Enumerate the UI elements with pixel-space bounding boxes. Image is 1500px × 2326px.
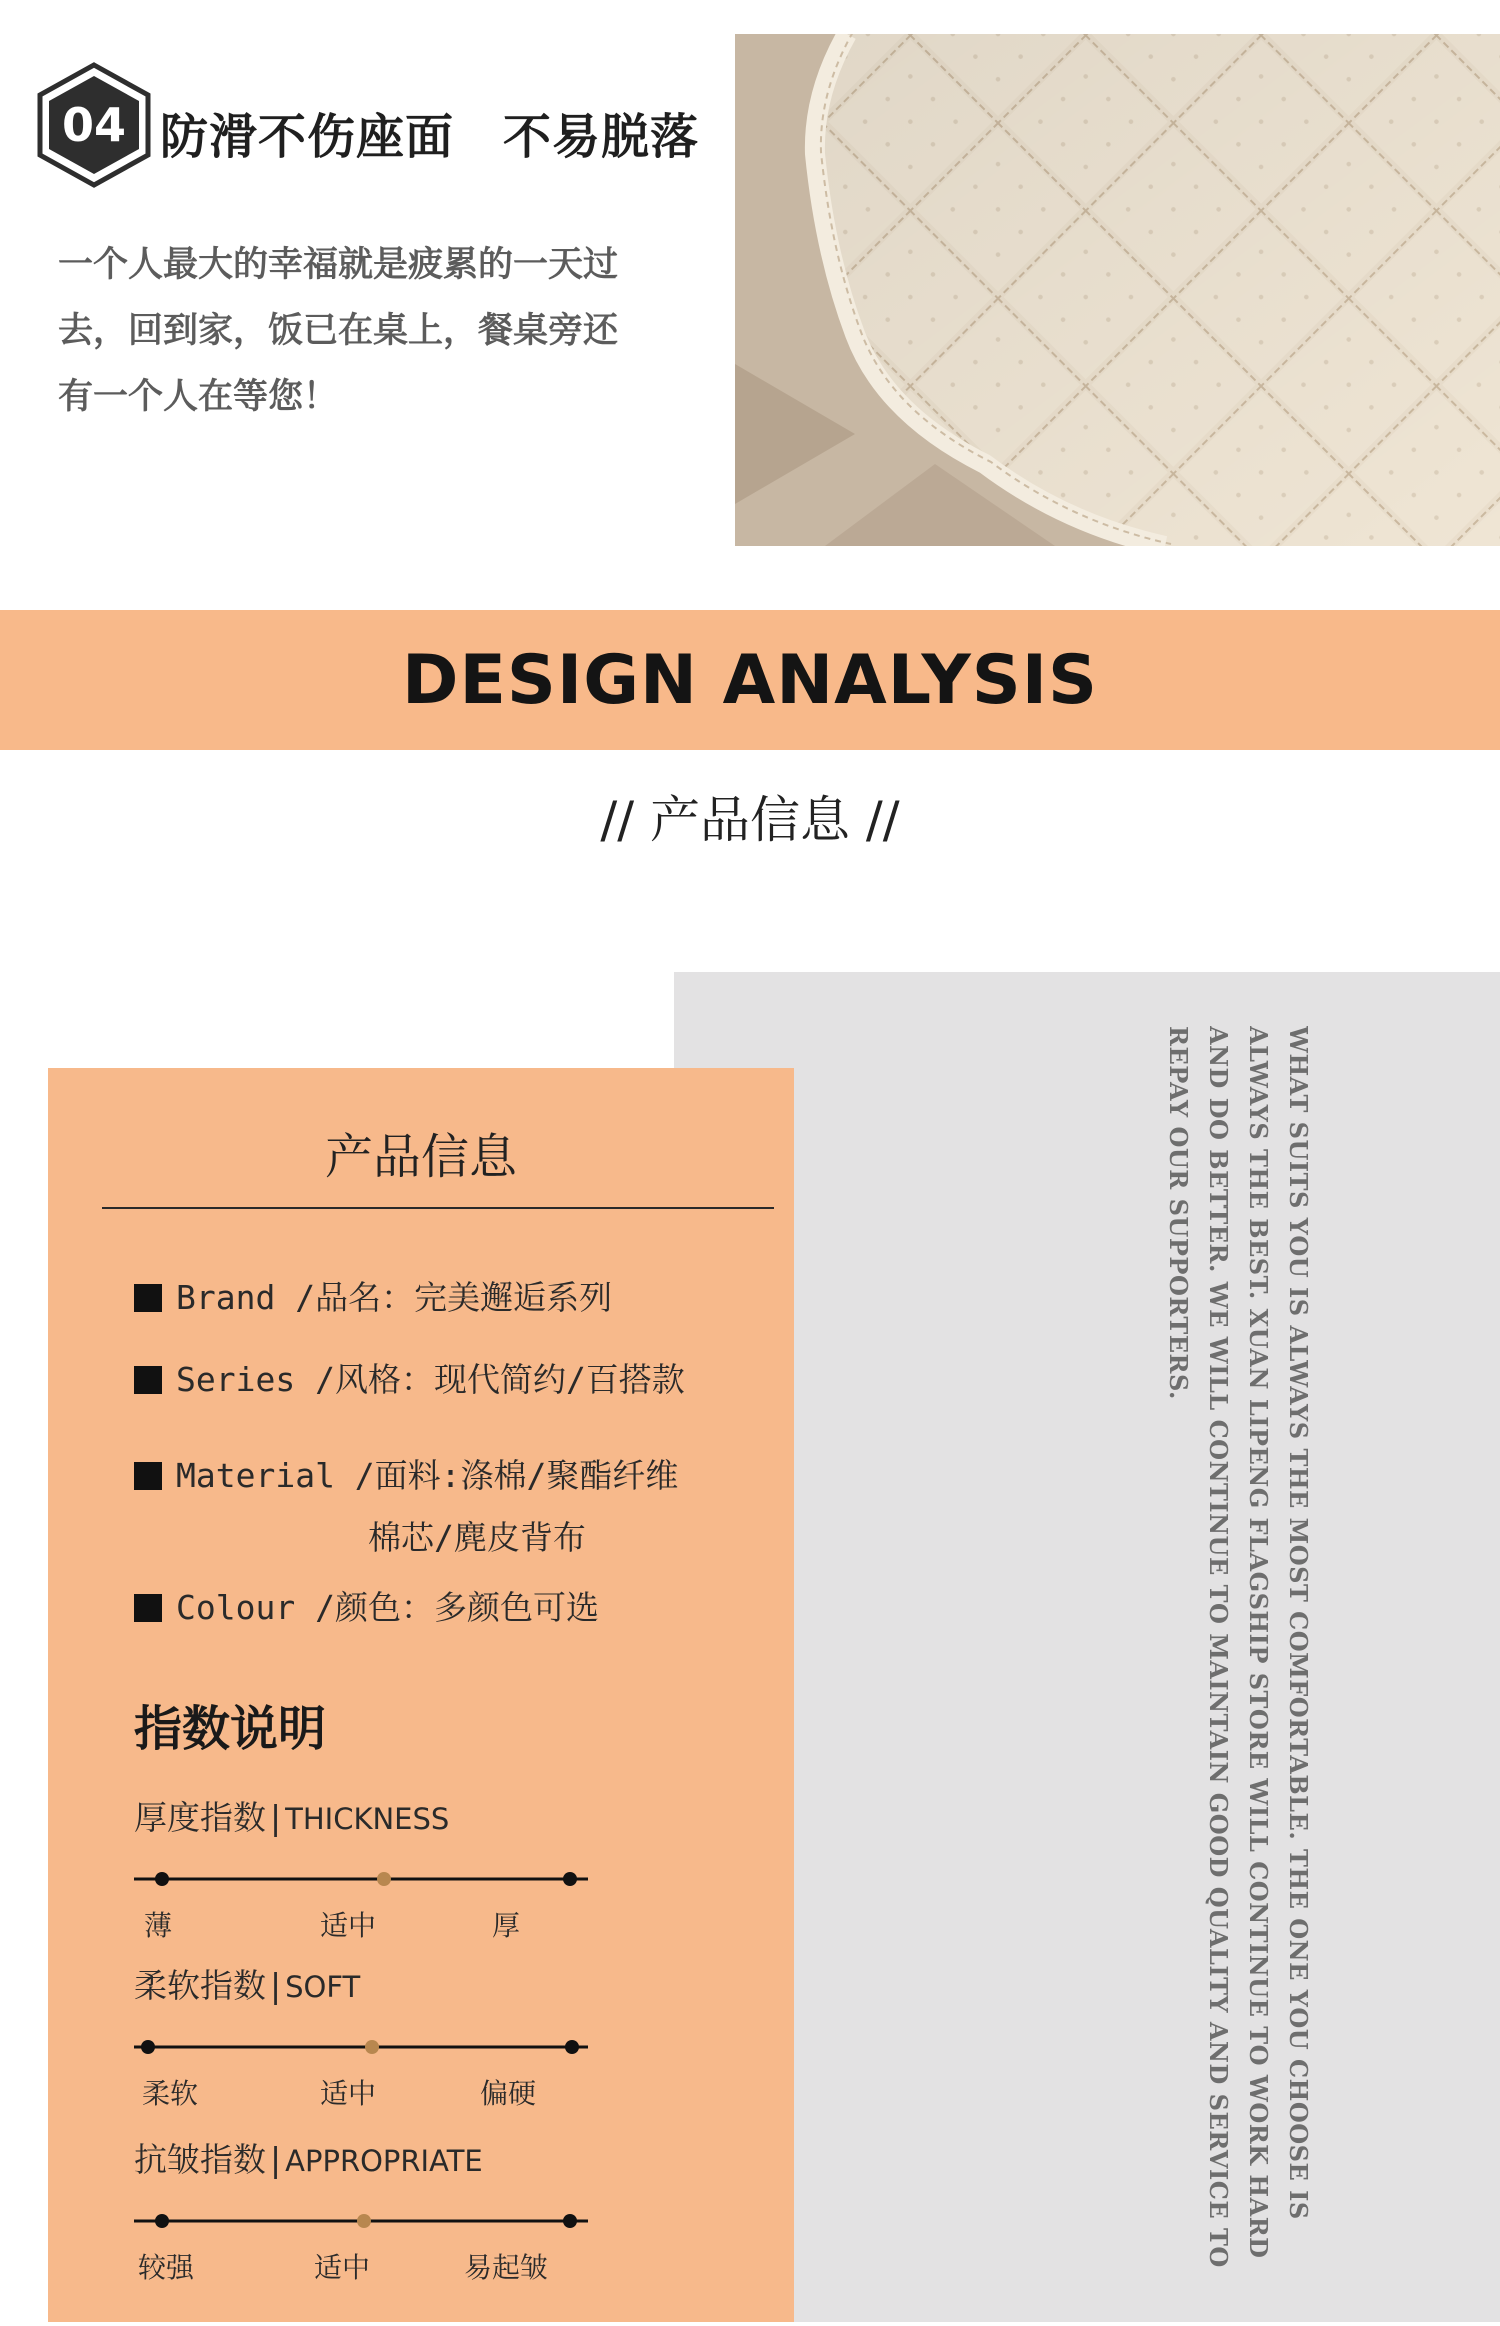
- scale-dot-selected: [377, 1872, 391, 1886]
- banner-title: DESIGN ANALYSIS: [402, 640, 1098, 720]
- scale-dot-selected: [365, 2040, 379, 2054]
- scale-dot-low: [141, 2040, 155, 2054]
- spec-material: [134, 1450, 678, 1497]
- thickness-scale-track: [48, 1864, 794, 1894]
- scale-label-high: 厚: [492, 1909, 521, 1942]
- thickness-scale-title: 厚度指数 | THICKNESS: [134, 1798, 450, 1837]
- wrinkle-scale-track: [48, 2206, 794, 2236]
- scale-dot-high: [565, 2040, 579, 2054]
- scale-title-en: THICKNESS: [285, 1802, 450, 1836]
- feature-title: 防滑不伤座面 不易脱落: [160, 109, 700, 165]
- square-bullet-icon: [134, 1284, 162, 1312]
- design-analysis-banner: [0, 610, 1500, 750]
- scale-label-low: 柔软: [142, 2077, 199, 2110]
- feature-description-line: 一个人最大的幸福就是疲累的一天过: [58, 244, 619, 285]
- spec-colour: [134, 1582, 599, 1629]
- square-bullet-icon: [134, 1594, 162, 1622]
- scale-title-en: APPROPRIATE: [285, 2144, 483, 2178]
- spec-text: Material /面料:涤棉/聚酯纤维: [176, 1456, 679, 1495]
- card-title: 产品信息: [324, 1129, 517, 1185]
- scale-label-low: 薄: [144, 1909, 173, 1942]
- spec-brand: [134, 1272, 612, 1319]
- scale-title-cn: 抗皱指数: [134, 2140, 266, 2179]
- scale-dot-high: [563, 1872, 577, 1886]
- spec-series: [134, 1354, 685, 1401]
- side-text-panel: [674, 972, 1500, 2322]
- index-heading: 指数说明: [134, 1701, 327, 1757]
- wrinkle-scale-title: 抗皱指数 | APPROPRIATE: [134, 2140, 483, 2179]
- vertical-slogan-text: WHAT SUITS YOU IS ALWAYS THE MOST COMFORTABLE. THE ONE YOU CHOOSE IS ALWAYS THE BEST. XUAN LIPENG FLAGSHIP STORE WILL CONTINUE TO WORK HARD AND DO BETTER. WE WILL CONTINUE TO MAINTAIN GOOD QUALITY AND SERVICE TO REPAY OUR SUPPORTERS.: [1164, 1026, 1313, 2268]
- square-bullet-icon: [134, 1366, 162, 1394]
- scale-label-mid: 适中: [320, 1909, 377, 1942]
- scale-title-cn: 厚度指数: [134, 1798, 266, 1837]
- spec-text: Colour /颜色：多颜色可选: [176, 1588, 599, 1627]
- feature-number: 04: [61, 98, 126, 152]
- scale-label-mid: 适中: [314, 2251, 371, 2284]
- scale-title-cn: 柔软指数: [134, 1966, 266, 2005]
- scale-title-en: SOFT: [285, 1970, 361, 2004]
- section-subheading: // 产品信息 //: [600, 791, 900, 849]
- spec-text: Series /风格：现代简约/百搭款: [176, 1360, 685, 1399]
- scale-label-high: 易起皱: [464, 2251, 549, 2284]
- quilted-cushion-photo: [735, 34, 1500, 546]
- square-bullet-icon: [134, 1462, 162, 1490]
- feature-description-line: 去，回到家，饭已在桌上，餐桌旁还: [58, 310, 619, 351]
- scale-label-mid: 适中: [320, 2077, 377, 2110]
- scale-dot-high: [563, 2214, 577, 2228]
- feature-number-badge: [36, 62, 152, 188]
- product-info-card: [48, 1068, 794, 2322]
- scale-label-high: 偏硬: [480, 2077, 537, 2110]
- soft-scale-title: 柔软指数 | SOFT: [134, 1966, 361, 2005]
- scale-dot-low: [155, 2214, 169, 2228]
- feature-description-line: 有一个人在等您！: [58, 376, 339, 417]
- scale-dot-selected: [357, 2214, 371, 2228]
- soft-scale-track: [48, 2032, 794, 2062]
- spec-material-continuation: 棉芯/麂皮背布: [368, 1518, 586, 1557]
- spec-text: Brand /品名：完美邂逅系列: [176, 1278, 613, 1317]
- title-divider: [102, 1207, 774, 1209]
- scale-dot-low: [155, 1872, 169, 1886]
- scale-label-low: 较强: [138, 2251, 195, 2284]
- feature-description: [58, 232, 678, 430]
